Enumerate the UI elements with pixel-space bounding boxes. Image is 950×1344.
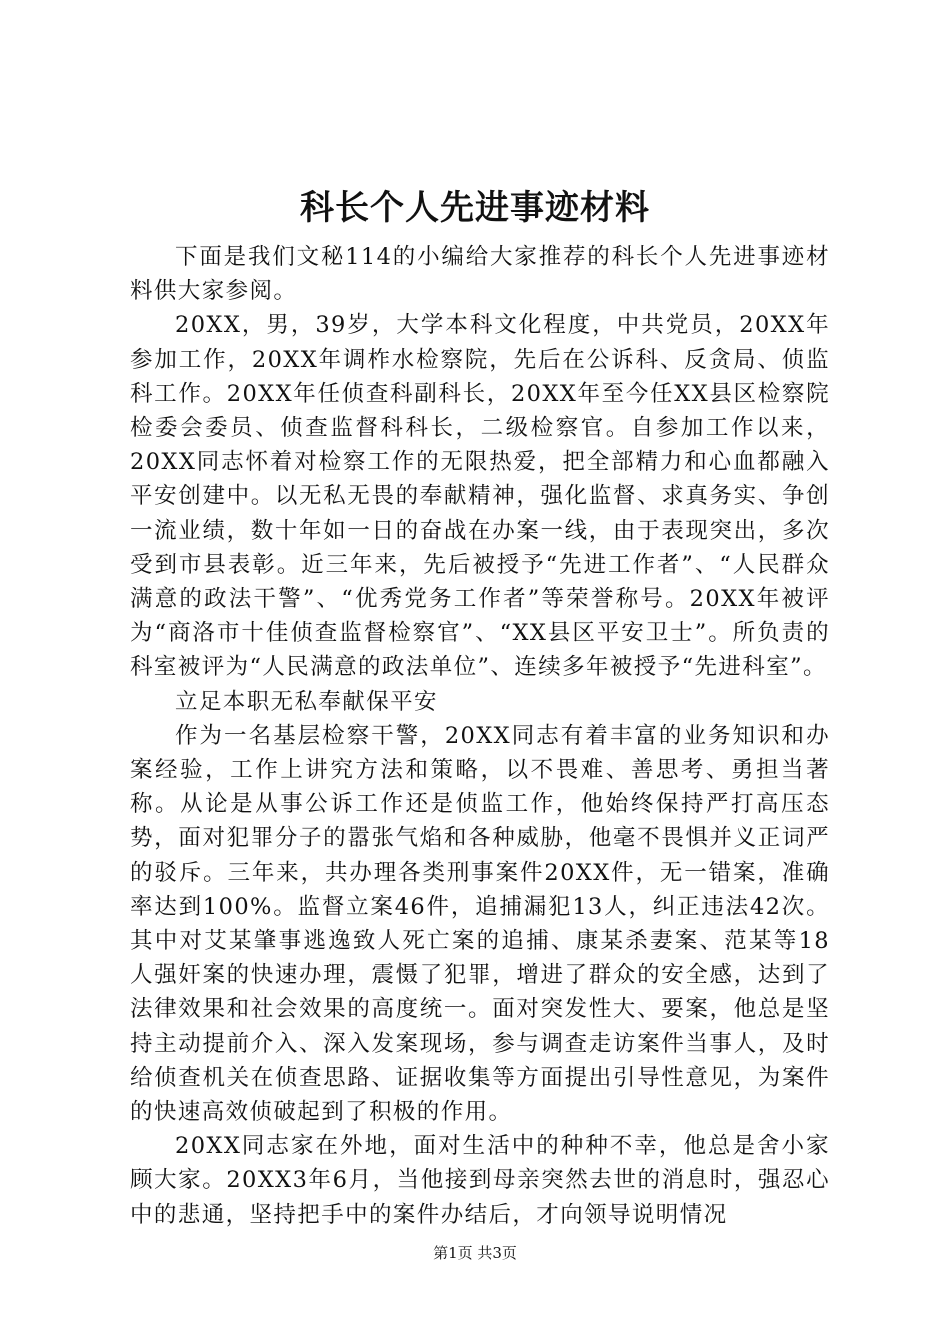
paragraph-family: 20XX同志家在外地，面对生活中的种种不幸，他总是舍小家顾大家。20XX3年6月，当他接到母亲突然去世的消息时，强忍心中的悲通，坚持把手中的案件办结后，才向领导说明情况 <box>130 1133 830 1228</box>
document-title: 科长个人先进事迹材料 <box>300 188 650 228</box>
paragraph-intro: 下面是我们文秘114的小编给大家推荐的科长个人先进事迹材料供大家参阅。 <box>130 244 830 305</box>
document-body <box>130 240 830 1232</box>
section-heading: 立足本职无私奉献保平安 <box>175 688 438 715</box>
page-footer: 第1页 共3页 <box>433 1244 517 1262</box>
paragraph-work: 作为一名基层检察干警，20XX同志有着丰富的业务知识和办案经验，工作上讲究方法和策略，以不畏难、善思考、勇担当著称。从论是从事公诉工作还是侦监工作，他始终保持严打高压态势，面对犯罪分子的嚣张气焰和各种威胁，他毫不畏惧并义正词严的驳斥。三年来，共办理各类刑事案件20XX件，无一错案，准确率达到100%。监督立案46件，追捕漏犯13人，纠正违法42次。其中对艾某肇事逃逸致人死亡案的追捕、康某杀妻案、范某等18人强奸案的快速办理，震慑了犯罪，增进了群众的安全感，达到了法律效果和社会效果的高度统一。面对突发性大、要案，他总是坚持主动提前介入、深入发案现场，参与调查走访案件当事人，及时给侦查机关在侦查思路、证据收集等方面提出引导性意见，为案件的快速高效侦破起到了积极的作用。 <box>130 722 830 1126</box>
paragraph-profile: 20XX，男，39岁，大学本科文化程度，中共党员，20XX年参加工作，20XX年调柞水检察院，先后在公诉科、反贪局、侦监科工作。20XX年任侦查科副科长，20XX年至今任XX县区检察院检委会委员、侦查监督科科长，二级检察官。自参加工作以来，20XX同志怀着对检察工作的无限热爱，把全部精力和心血都融入平安创建中。以无私无畏的奉献精神，强化监督、求真务实、争创一流业绩，数十年如一日的奋战在办案一线，由于表现突出，多次受到市县表彰。近三年来，先后被授予“先进工作者”、“人民群众满意的政法干警”、“优秀党务工作者”等荣誉称号。20XX年被评为“商洛市十佳侦查监督检察官”、“XX县区平安卫士”。所负责的科室被评为“人民满意的政法单位”、连续多年被授予“先进科室”。 <box>130 312 830 681</box>
